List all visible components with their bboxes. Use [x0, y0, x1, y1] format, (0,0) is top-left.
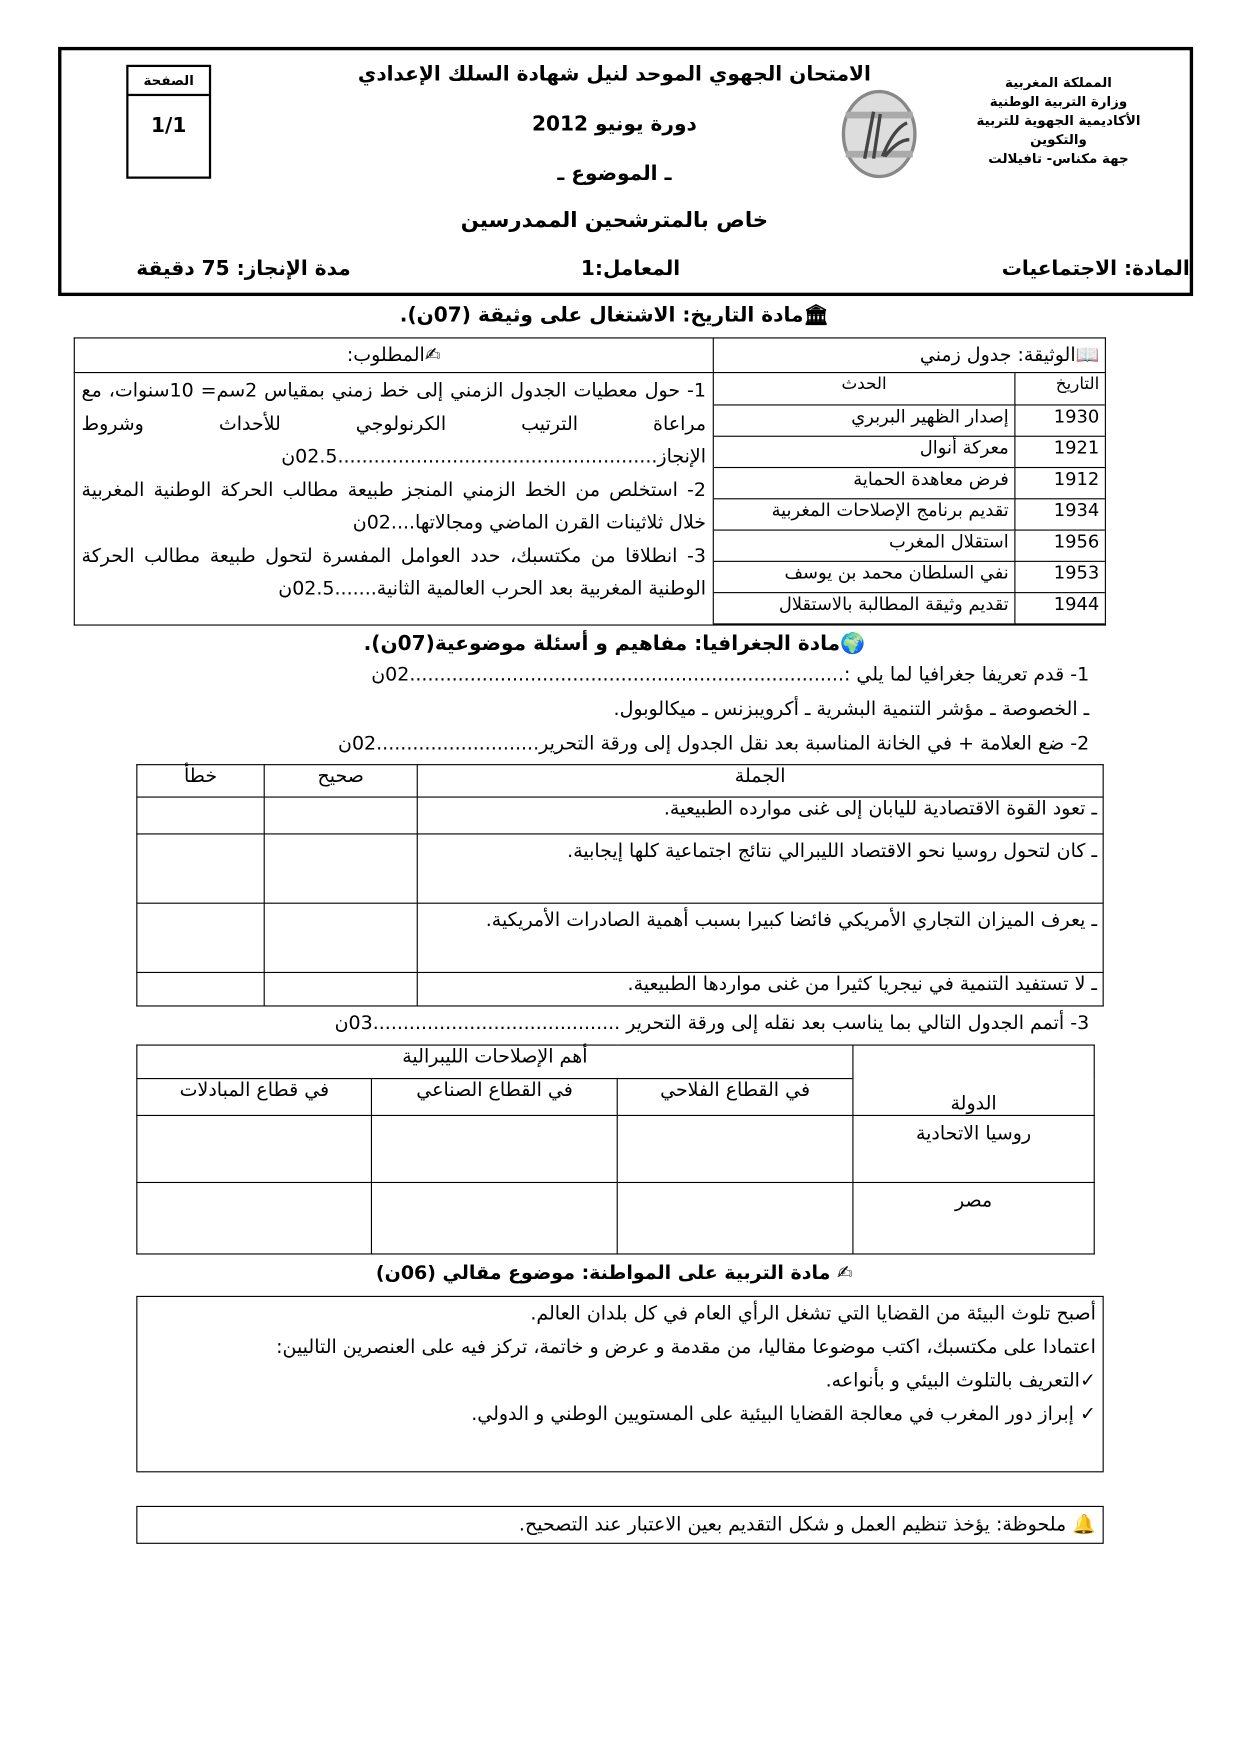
col-agriculture: في القطاع الفلاحي: [617, 1079, 853, 1116]
page-number-box: [126, 65, 211, 179]
country-name: روسيا الاتحادية: [853, 1115, 1094, 1182]
subject: المادة: الاجتماعيات: [1001, 256, 1190, 281]
event-name: استقلال المغرب: [714, 530, 1015, 561]
note-text: ملحوظة: يؤخذ تنظيم العمل و شكل التقديم بعين الاعتبار عند التصحيح.: [518, 1513, 1067, 1537]
chronology-row: [714, 592, 1105, 623]
answer-cell: [137, 1115, 372, 1182]
event-date: 1944: [1015, 592, 1105, 623]
col-trade: في قطاع المبادلات: [137, 1079, 372, 1116]
geo-q2: 2- ضع العلامة + في الخانة المناسبة بعد نقل الجدول إلى ورقة التحرير...........................02ن: [338, 732, 1090, 756]
institution-block: [961, 74, 1156, 169]
col-sentence: الجملة: [417, 765, 1103, 797]
reforms-table: [136, 1045, 1094, 1255]
subject-label: ـ الموضوع ـ: [557, 161, 672, 186]
note-box: [136, 1506, 1103, 1544]
point-text: إبراز دور المغرب في معالجة القضايا البيئية على المستويين الوطني و الدولي.: [471, 1403, 1074, 1426]
true-cell: [264, 972, 417, 1006]
building-icon: 🏛: [803, 303, 830, 328]
event-name: تقديم وثيقة المطالبة بالاستقلال: [714, 592, 1015, 623]
history-question: 1- حول معطيات الجدول الزمني إلى خط زمني بمقياس 2سم= 10سنوات، مع مراعاة الترتيب الكرنولوجي للأحداث وشروط الإنجاز.....................................................02.5ن: [81, 379, 707, 469]
col-true: صحيح: [264, 765, 417, 797]
required-label: المطلوب:: [346, 344, 425, 367]
geography-title: [335, 632, 894, 655]
answer-cell: [372, 1182, 617, 1253]
institution-line: والتكوين: [1030, 131, 1087, 148]
event-date: 1956: [1015, 530, 1105, 561]
false-cell: [137, 972, 264, 1006]
history-table: [74, 337, 1106, 625]
chronology-row: [714, 498, 1105, 529]
questions-cell: [74, 373, 713, 625]
event-date: 1912: [1015, 467, 1105, 498]
event-date: 1921: [1015, 436, 1105, 467]
true-false-table: [136, 764, 1103, 1006]
coefficient: المعامل:1: [580, 256, 681, 281]
chronology-table: [714, 373, 1105, 624]
essay-point: [144, 1364, 1096, 1398]
bell-icon: 🔔: [1066, 1513, 1096, 1537]
geography-title-text: مادة الجغرافيا: مفاهيم و أسئلة موضوعية(07ن).: [363, 632, 841, 656]
citizenship-title-text: مادة التربية على المواطنة: موضوع مقالي (06ن): [375, 1262, 831, 1285]
col-false: خطأ: [137, 765, 264, 797]
answer-cell: [617, 1115, 853, 1182]
pen-icon: ✍: [830, 1262, 853, 1285]
page-label: الصفحة: [128, 67, 208, 96]
geo-q1: 1- قدم تعريفا جغرافيا لما يلي :........................................................................02ن: [371, 663, 1090, 686]
statement: ـ كان لتحول روسيا نحو الاقتصاد الليبرالي نتائج اجتماعية كلها إيجابية.: [417, 834, 1103, 903]
country-name: مصر: [853, 1182, 1094, 1253]
statement: ـ لا تستفيد التنمية في نيجريا كثيرا من غنى مواردها الطبيعية.: [417, 972, 1103, 1006]
col-country: الدولة: [853, 1045, 1094, 1115]
essay-box: [136, 1296, 1103, 1473]
geo-q3: 3- أتمم الجدول التالي بما يناسب بعد نقله إلى ورقة التحرير .........................................03ن: [334, 1012, 1090, 1035]
candidates-type: خاص بالمترشحين الممدرسين: [460, 207, 769, 233]
institution-line: وزارة التربية الوطنية: [989, 93, 1128, 110]
event-date: 1934: [1015, 498, 1105, 529]
history-question: 2- استخلص من الخط الزمني المنجز طبيعة مطالب الحركة الوطنية المغربية خلال ثلاثينات القرن الماضي ومجالاتها....02ن: [81, 478, 707, 534]
essay-line: أصبح تلوث البيئة من القضايا التي تشغل الرأي العام في كل بلدان العالم.: [530, 1302, 1096, 1325]
event-name: تقديم برنامج الإصلاحات المغربية: [714, 498, 1015, 529]
history-title: [335, 304, 894, 327]
event-name: نفي السلطان محمد بن يوسف: [714, 561, 1015, 592]
exam-title: الامتحان الجهوي الموحد لنيل شهادة السلك الإعدادي: [357, 62, 871, 87]
chronology-row: [714, 530, 1105, 561]
chronology-cell: [713, 373, 1105, 625]
institution-line: الأكاديمية الجهوية للتربية: [976, 112, 1141, 129]
exam-session: دورة يونيو 2012: [532, 112, 697, 137]
statement: ـ تعود القوة الاقتصادية لليابان إلى غنى موارده الطبيعية.: [417, 797, 1103, 834]
event-name: فرض معاهدة الحماية: [714, 467, 1015, 498]
point-text: التعريف بالتلوث البيئي و بأنواعه.: [825, 1369, 1080, 1392]
col-date: التاريخ: [1015, 373, 1105, 404]
true-cell: [264, 834, 417, 903]
answer-cell: [137, 1182, 372, 1253]
event-date: 1930: [1015, 404, 1105, 435]
reforms-group-header: أهم الإصلاحات الليبرالية: [137, 1045, 853, 1079]
statement: ـ يعرف الميزان التجاري الأمريكي فائضا كبيرا بسبب أهمية الصادرات الأمريكية.: [417, 903, 1103, 972]
chronology-row: [714, 467, 1105, 498]
essay-line: اعتمادا على مكتسبك، اكتب موضوعا مقاليا، من مقدمة و عرض و خاتمة، تركز فيه على العنصرين التاليين:: [276, 1336, 1096, 1359]
event-date: 1953: [1015, 561, 1105, 592]
document-header: 📖الوثيقة: جدول زمني: [713, 338, 1105, 373]
citizenship-title: [335, 1262, 894, 1284]
event-name: معركة أنوال: [714, 436, 1015, 467]
institution-line: جهة مكناس- تافيلالت: [988, 150, 1129, 167]
required-header: ✍المطلوب:: [74, 338, 713, 373]
history-question: 3- انطلاقا من مكتسبك، حدد العوامل المفسرة لتحول طبيعة مطالب الحركة الوطنية المغربية بعد الحرب العالمية الثانية.......02.5ن: [81, 544, 707, 600]
answer-cell: [617, 1182, 853, 1253]
answer-cell: [372, 1115, 617, 1182]
false-cell: [137, 834, 264, 903]
true-cell: [264, 797, 417, 834]
event-name: إصدار الظهير البربري: [714, 404, 1015, 435]
page-value: 1/1: [151, 113, 187, 138]
col-event: الحدث: [714, 373, 1015, 404]
col-industry: في القطاع الصناعي: [372, 1079, 617, 1116]
chronology-row: [714, 436, 1105, 467]
chronology-row: [714, 561, 1105, 592]
document-label: الوثيقة: جدول زمني: [919, 344, 1076, 367]
duration: مدة الإنجاز: 75 دقيقة: [136, 256, 351, 281]
false-cell: [137, 797, 264, 834]
history-title-text: مادة التاريخ: الاشتغال على وثيقة (07ن).: [399, 303, 804, 328]
chronology-row: [714, 404, 1105, 435]
essay-point: [144, 1398, 1096, 1432]
check-icon: ✓: [1073, 1403, 1096, 1426]
globe-icon: 🌍: [840, 632, 866, 656]
true-cell: [264, 903, 417, 972]
check-icon: ✓: [1079, 1369, 1096, 1392]
false-cell: [137, 903, 264, 972]
academy-logo: [840, 89, 918, 178]
geo-q1-terms: ـ الخصوصة ـ مؤشر التنمية البشرية ـ أكرويبزنس ـ ميكالوبول.: [613, 698, 1090, 721]
institution-line: المملكة المغربية: [1005, 74, 1112, 91]
